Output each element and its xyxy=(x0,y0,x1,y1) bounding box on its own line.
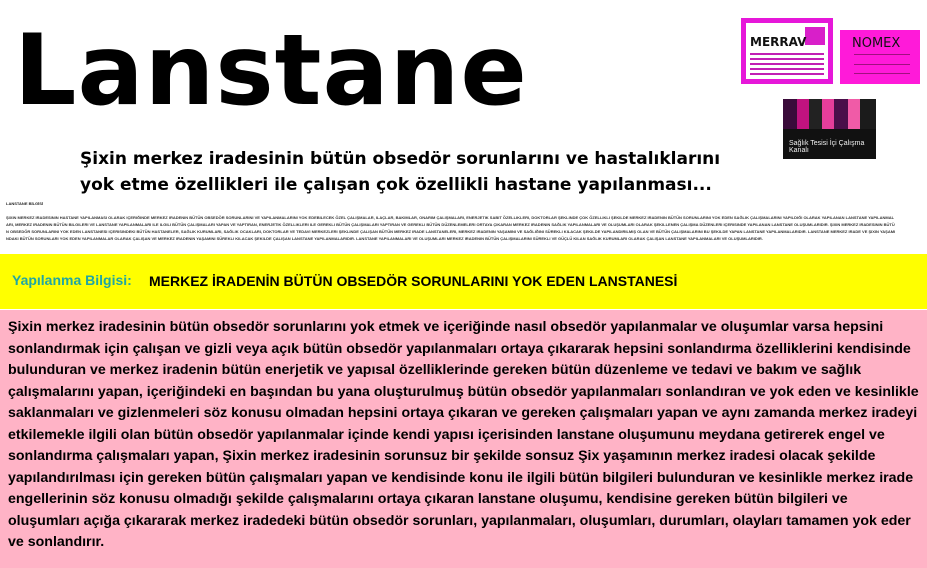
nomex-logo-line xyxy=(854,64,910,65)
page-subtitle: Şixin merkez iradesinin bütün obsedör sorunlarını ve hastalıklarını yok etme özellikleri ile çalışan çok özellikli hastane yapılanması... xyxy=(80,149,721,195)
nomex-logo-text: NOMEX xyxy=(852,36,901,51)
nomex-logo[interactable] xyxy=(840,30,920,84)
band-label: Yapılanma Bilgisi: xyxy=(12,272,132,288)
info-band xyxy=(0,254,927,309)
small-print-text: ŞIXIN MERKEZ IRADESININ HASTANE YAPILANMASI OLARAK IÇERIĞINDE MERKEZ IRADENIN BÜTÜN OBSEDÖR SORUNLARINI VE YAPILANMALARINI YOK EDEBILECEK ÖZEL ÇALIŞMALAR, ILAÇLAR, BAKIMLAR, ONARIM ÇALIŞMALARI, ENERJETIK SABIT ÖZELLIKLERI, DOKTORLAR ŞEKLINDE ÇOK ÖZELLIKLI ŞEKILDE MERKEZ IRADENIN BÜTÜN SORUNLARINI YOK EDEN SAĞLIK ÇALIŞMALARINI YAPILDIĞI OLARAK YAPILANAN LANSTANE YAPILANMALARI, MERKEZ IRADENIN BÜTÜN BILGILERI VE LANSTANE YAPILANMALARI ILE ILGILI BÜTÜN ÇALIŞMALARI YAPAN VE YAPTIRAN, ENERJETIK ÖZELLIKLERI ILE GEREKLI BÜTÜN ÇALIŞMALARI YAPTIRAN VE GEREKLI BÜTÜN DÜZENLEMELERI ORTAYA ÇIKARAN MERKEZ IRADENIN SAĞLIK YAPILANMALARI VE OLUŞUMLARI OLARAK ŞEKILLENEN ÇALIŞMA DÜZENLERI IÇERISINDE YAPILANAN LANSTANE OLUŞUMLARIDIR. ŞIXIN MERKEZ IRADESININ BÜTÜN OBSEDÖR SORUNLARINI YOK EDEN LANSTANESI IÇERISINDEKI BÜTÜN HASTANELER, SAĞLIK KURUMLARI, SAĞLIK OCAKLARI, DOKTORLAR VE TEDAVI MERKEZLERI ŞEKLINDE ÇALIŞAN BÜTÜN MERKEZ IRADE LANSTANELERI, MERKEZ IRADENIN YAŞAMINI VE SAĞLIĞINI SÜREKLI KILACAK ŞEKILDE YAPILANDIRILMIŞ OLAN VE BÜTÜN ÇALIŞMALARINI BU ŞEKILDE YAPAN LANSTANE YAPILANMALARIDIR. LANSTANE MERKEZ IRADE VE ŞIXIN YAŞAMINDAKI BÜTÜN SORUNLARI YOK EDEN YAPILANMALAR OLARAK ÇALIŞAN VE MERKEZ IRADENIN YAŞAMINI SÜREKLI KILACAK ŞEKILDE ÇALIŞAN LANSTANE YAPILANMALARIDIR. LANSTANE YAPILANMALARI VE OLUŞUMLARI MERKEZ IRADENIN BÜTÜN ÇALIŞMALARINI SÜREKLI VE GÜÇLÜ KILAN SAĞLIK KURUMLARI OLARAK ÇALIŞAN LANSTANE YAPILANMALARI VE OLUŞUMLARIDIR. xyxy=(6,215,896,241)
small-print-heading: LANSTANE BİLGİSİ xyxy=(6,201,44,206)
collage-thumbnail[interactable] xyxy=(783,99,876,159)
merrav-logo[interactable] xyxy=(741,18,833,84)
merrav-logo-panel xyxy=(746,23,828,79)
merrav-logo-mark xyxy=(805,27,825,45)
nomex-logo-line xyxy=(854,73,910,74)
merrav-logo-text: MERRAV xyxy=(750,35,807,49)
collage-caption: Sağlık Tesisi İçi Çalışma Kanalı xyxy=(789,140,865,154)
band-value: MERKEZ İRADENİN BÜTÜN OBSEDÖR SORUNLARINI YOK EDEN LANSTANESİ xyxy=(149,273,678,289)
content-body: Şixin merkez iradesinin bütün obsedör sorunlarını yok etmek ve içeriğinde nasıl obsedör yapılanmalar ve oluşumlar varsa hepsini sonlandırmak için çalışan ve gizli veya açık bütün obsedör yapılanmaları ortaya çıkararak hepsini sonlandırma özelliklerini kendisinde bulunduran ve merkez iradenin bütün enerjetik ve yapısal özelliklerinde gereken bütün düzenleme ve tedavi ve bakım ve sağlık çalışmalarını yapan, içeriğindeki en başından bu yana oluşturulmuş bütün obsedör yapılanmaları sonlandıran ve yok eden ve kesinlikle saklanmaları ve gizlenmeleri söz konusu olmadan hepsini ortaya çıkaran ve gereken çalışmaları yapan ve aynı zamanda merkez iradeyi etkilemekle ilgili olan bütün obsedör yapılanmalar içinde kendi yapısı içerisinden lanstane oluşumunu meydana getirerek engel ve sonlandırma çalışmaları yapan, Şixin merkez iradesinin sorunsuz bir şekilde sonsuz Şix yaşamının merkez iradesi olacak şekilde yapılandırılması için gereken bütün çalışmaları yapan ve kendisinde konu ile ilgili bütün bilgileri bulunduran ve kesinlikle merkez irade engellerinin söz konusu olmadığı şekilde çalışmalarını ortaya çıkaran lanstane oluşumu, kendisine gereken bütün bilgileri ve oluşumları açığa çıkararak merkez iradedeki bütün obsedör sorunları, yapılanmaları, oluşumları, durumları, olayları tamamen yok eder ve sonlandırır. xyxy=(8,319,919,550)
merrav-logo-rows xyxy=(750,53,824,75)
nomex-logo-line xyxy=(854,54,910,55)
content-panel xyxy=(0,310,927,568)
page-title: Lanstane xyxy=(14,14,528,128)
